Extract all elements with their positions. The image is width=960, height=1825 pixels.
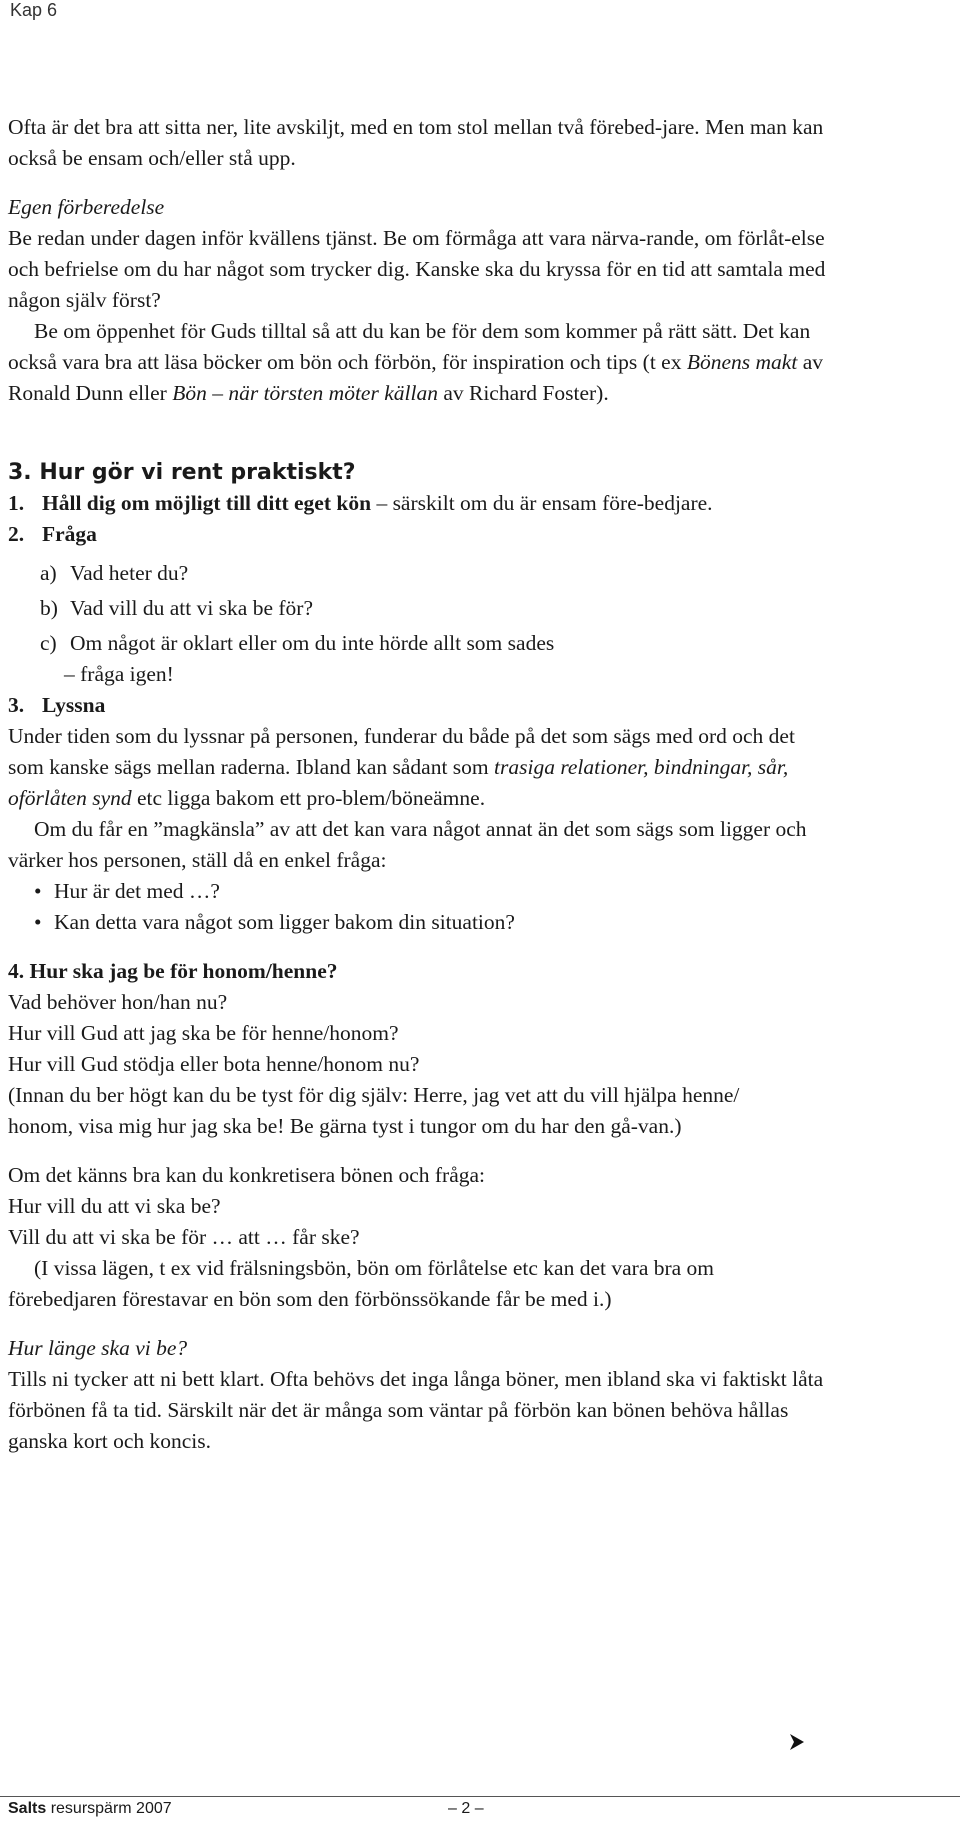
- section-4-heading: 4. Hur ska jag be för honom/henne?: [8, 959, 338, 983]
- footer-divider: [0, 1796, 960, 1797]
- book-title-2: Bön – när törsten möter källan: [172, 381, 438, 405]
- section-4-line-7: Hur vill du att vi ska be?: [8, 1194, 221, 1218]
- chapter-header: Kap 6: [10, 0, 58, 20]
- prep-paragraph-2-mid: av Ronald Dunn eller: [8, 350, 823, 405]
- bullet-item-2: [34, 907, 828, 938]
- section-4-line-9: (I vissa lägen, t ex vid frälsningsbön, bön om förlåtelse etc kan det vara bra om förebedjaren förestavar en bön som den förbönssökande får be med i.): [8, 1256, 715, 1311]
- sub-item-a-label: a): [40, 561, 57, 585]
- prep-paragraph-2-text: Be om öppenhet för Guds tilltal så att du kan be för dem som kommer på rätt sätt. Det kan också vara bra att läsa böcker om bön och förbön, för inspiration och tips (t ex: [8, 319, 811, 374]
- footer-title: [8, 1800, 172, 1818]
- section-4-line-4: (Innan du ber högt kan du be tyst för dig själv: Herre, jag vet att du vill hjälpa henne/: [8, 1083, 740, 1107]
- arrow-right-icon: [790, 1734, 804, 1750]
- listen-paragraph-1: [8, 721, 828, 814]
- bullet-item-2-text: Kan detta vara något som ligger bakom din situation?: [54, 910, 515, 934]
- list-item-1-bold: Håll dig om möjligt till ditt eget kön: [42, 491, 372, 515]
- list-item-3-number: 3.: [8, 693, 25, 717]
- list-item-3-bold: Lyssna: [42, 693, 106, 717]
- list-item-1: [8, 488, 828, 519]
- sub-item-b-label: b): [40, 596, 58, 620]
- sub-item-c-continuation: – fråga igen!: [64, 662, 174, 686]
- intro-paragraph: Ofta är det bra att sitta ner, lite avskiljt, med en tom stol mellan två förebed-jare. Men man kan också be ensam och/eller stå upp.: [8, 115, 824, 170]
- listen-paragraph-1a: Under tiden som du lyssnar på personen, funderar du både på det som sägs med ord och det som kanske sägs mellan raderna. Ibland kan sådant som: [8, 724, 795, 779]
- sub-item-b-text: Vad vill du att vi ska be för?: [70, 596, 314, 620]
- listen-paragraph-2: Om du får en ”magkänsla” av att det kan vara något annat än det som sägs som ligger och värker hos personen, ställ då en enkel fråga:: [8, 817, 807, 872]
- listen-paragraph-1b: etc ligga bakom ett pro-blem/böneämne.: [131, 786, 486, 810]
- list-item-2-number: 2.: [8, 522, 25, 546]
- bullet-item-1: [34, 876, 828, 907]
- sub-item-c-text: Om något är oklart eller om du inte hörde allt som sades: [70, 631, 555, 655]
- page-number: – 2 –: [448, 1800, 484, 1817]
- page-body: [8, 112, 828, 1457]
- sub-item-a: [40, 558, 828, 589]
- prep-heading: Egen förberedelse: [8, 195, 165, 219]
- section-4-line-6: Om det känns bra kan du konkretisera bönen och fråga:: [8, 1163, 486, 1187]
- bullet-dot-icon: •: [34, 879, 42, 903]
- list-item-1-text: [42, 488, 828, 519]
- book-title-1: Bönens makt: [686, 350, 798, 374]
- list-item-1-rest: – särskilt om du är ensam före-bedjare.: [371, 491, 713, 515]
- sub-item-a-text: Vad heter du?: [70, 561, 189, 585]
- bullet-dot-icon: •: [34, 910, 42, 934]
- list-item-1-number: 1.: [8, 491, 25, 515]
- footer-brand: Salts: [8, 1800, 47, 1817]
- bullet-item-1-text: Hur är det med …?: [54, 879, 220, 903]
- section-4-line-5: honom, visa mig hur jag ska be! Be gärna tyst i tungor om du har den gå-van.): [8, 1114, 682, 1138]
- howlong-paragraph: Tills ni tycker att ni bett klart. Ofta behövs det inga långa böner, men ibland ska vi faktiskt låta förbönen få ta tid. Särskilt när det är många som väntar på förbön kan bönen behöva hållas ganska kort och koncis.: [8, 1367, 824, 1453]
- list-item-2-bold: Fråga: [42, 522, 97, 546]
- section-3-heading: 3. Hur gör vi rent praktiskt?: [8, 460, 356, 485]
- section-4-line-3: Hur vill Gud stödja eller bota henne/honom nu?: [8, 1052, 420, 1076]
- sub-item-c-label: c): [40, 631, 57, 655]
- list-item-3: [8, 690, 828, 721]
- prep-paragraph-2: [8, 316, 828, 409]
- listen-italic: trasiga relationer, bindningar, sår, oförlåten synd: [8, 755, 789, 810]
- footer-title-text: resurspärm 2007: [46, 1800, 172, 1817]
- section-4-line-1: Vad behöver hon/han nu?: [8, 990, 228, 1014]
- section-4-line-8: Vill du att vi ska be för … att … får ske?: [8, 1225, 360, 1249]
- sub-item-c: [40, 628, 828, 659]
- list-item-2: [8, 519, 828, 550]
- sub-item-b: [40, 593, 828, 624]
- prep-paragraph-2-end: av Richard Foster).: [437, 381, 609, 405]
- prep-paragraph-1: Be redan under dagen inför kvällens tjänst. Be om förmåga att vara närva-rande, om förlåt-else och befrielse om du har något som trycker dig. Kanske ska du kryssa för en tid att samtala med någon själv först?: [8, 226, 826, 312]
- howlong-heading: Hur länge ska vi be?: [8, 1336, 188, 1360]
- section-4-line-2: Hur vill Gud att jag ska be för henne/honom?: [8, 1021, 399, 1045]
